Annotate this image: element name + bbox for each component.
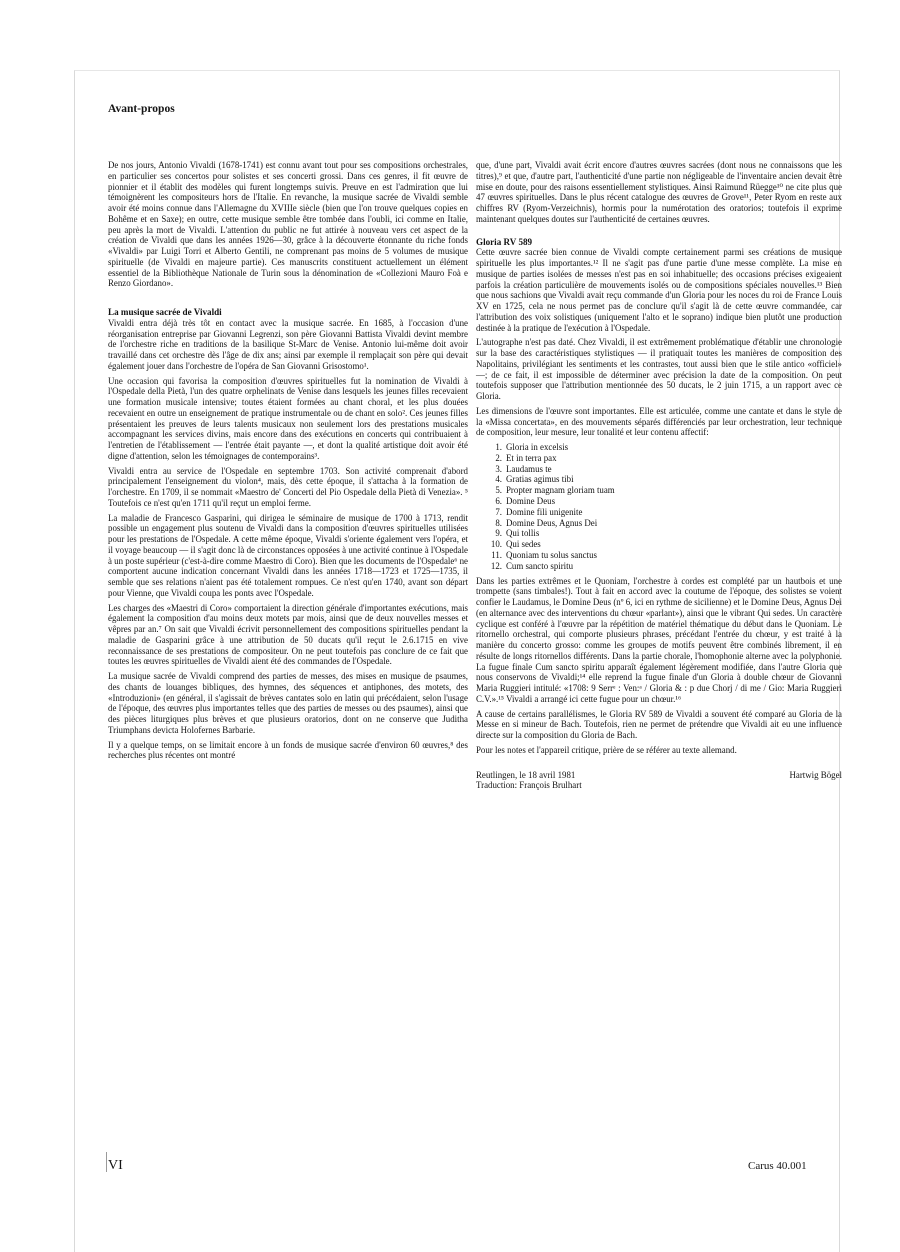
- list-item: [476, 474, 842, 485]
- list-item: [476, 539, 842, 550]
- list-item: [476, 518, 842, 529]
- section-heading-sacred-music: La musique sacrée de Vivaldi: [108, 307, 222, 317]
- signature-author: Hartwig Bögel: [789, 769, 842, 780]
- list-item-number: 1.: [495, 442, 502, 452]
- list-item: [476, 496, 842, 507]
- list-item: [476, 550, 842, 561]
- signature-place-date: Reutlingen, le 18 avril 1981: [476, 769, 576, 780]
- list-item-number: 4.: [495, 474, 502, 485]
- page-number: VI: [108, 1158, 123, 1173]
- paragraph: Les dimensions de l'œuvre sont importantes. Elle est articulée, comme une cantate et dans le style de la «Missa concertata», en des mouvements séparés différenciés par leur orchestration, leur technique de composition, leur mesure, leur tonalité et leur contenu affectif:: [476, 405, 842, 438]
- paragraph: Une occasion qui favorisa la composition d'œuvres spirituelles fut la nomination de Vivaldi à l'Ospedale della Pietà, l'un des quatre orphelinats de Venise dans lesquels les jeunes filles recevaient une formation musicale intensive; toutes étaient formées au chant choral, et les plus douées recevaient en outre un enseignement de pratique instrumentale ou de chant en solo². Ces jeunes filles présentaient les preuves de leurs talents musicaux non seulement lors des prestations musicales accompagnant les services divins, mais encore dans des exécutions en concerts qui contribuaient à l'entretien de l'établissement — l'entrée était payante —, et dont la qualité artistique doit avoir été digne d'attention, selon les témoignages de contemporains³.: [108, 375, 468, 461]
- list-item: [476, 507, 842, 518]
- list-item: [476, 442, 842, 453]
- paragraph: A cause de certains parallélismes, le Gloria RV 589 de Vivaldi a souvent été comparé au Gloria de la Messe en si mineur de Bach. Toutefois, rien ne permet de prétendre que Vivaldi ait eu une influence directe sur la composition du Gloria de Bach.: [476, 708, 842, 741]
- catalog-number: Carus 40.001: [748, 1160, 807, 1172]
- list-item-text: Gratias agimus tibi: [506, 474, 574, 485]
- paragraph: La maladie de Francesco Gasparini, qui dirigea le séminaire de musique de 1700 à 1713, rendit possible un engagement plus soutenu de Vivaldi dans la composition d'œuvres spirituelles utilisées pour les prestations de l'Ospedale. A cette même époque, Vivaldi s'oriente également vers l'opéra, et il voyage beaucoup — il s'agit donc là de circonstances opposées à une activité continue à l'Ospedale à un poste supérieur (c'est-à-dire comme Maestro di Coro). Bien que les documents de l'Ospedale⁶ ne comportent aucune indication concernant Vivaldi dans les années 1718—1723 et 1725—1735, il semble que ses relations n'aient pas été totalement rompues. Ce n'est qu'en 1740, avant son départ pour Vienne, que Vivaldi coupa les ponts avec l'Ospedale.: [108, 512, 468, 598]
- movements-list: [476, 442, 842, 572]
- list-item-text: Domine fili unigenite: [506, 506, 583, 517]
- paragraph-intro: De nos jours, Antonio Vivaldi (1678-1741) est connu avant tout pour ses compositions orchestrales, en particulier ses concertos pour solistes et ses concerti grossi. Dans ces genres, il fit œuvre de pionnier et il établit des modèles qui furent longtemps suivis. Preuve en est l'admiration que lui témoignèrent les compositeurs hors de l'Italie. En revanche, la musique sacrée de Vivaldi semble avoir été moins connue dans l'Allemagne du XVIIIe siècle (bien que l'on trouve quelques copies en Bohême et en Saxe); en outre, cette musique semble être tombée dans l'oubli, ici comme en Italie, peu après la mort de Vivaldi. L'attention du public ne fut attirée à nouveau vers cet aspect de la création de Vivaldi que dans les années 1926—30, grâce à la découverte étonnante du riche fonds «Vivaldi» par Luigi Torri et Alberto Gentili, ne comprenant pas moins de 5 volumes de musique spirituelle (de Vivaldi en majeure partie). Ces manuscrits constituent actuellement un élément essentiel de la Bibliothèque Nationale de Turin sous la dénomination de «Collezioni Mauro Foà e Renzo Giordano».: [108, 160, 468, 289]
- signature-translator: Traduction: François Brulhart: [476, 780, 582, 791]
- list-item: [476, 485, 842, 496]
- list-item-number: 11.: [491, 549, 502, 560]
- paragraph: La musique sacrée de Vivaldi comprend des parties de messes, des mises en musique de psaumes, des chants de louanges bibliques, des hymnes, des séquences et antiphones, des motets, des «Introduzioni» (en général, il s'agissait de brèves cantates solo en latin qui précédaient, selon l'usage de l'époque, des œuvres plus importantes telles que des parties de messes ou des psaumes), ainsi que des pièces liturgiques plus brèves et que plusieurs oratorios, dont on ne conserve que Juditha Triumphans devicta Holofernes Barbarie.: [108, 671, 468, 735]
- list-item-number: 6.: [495, 495, 502, 506]
- list-item-text: Et in terra pax: [506, 452, 557, 463]
- paragraph: que, d'une part, Vivaldi avait écrit encore d'autres œuvres sacrées (dont nous ne connaissons que les titres),⁹ et que, d'autre part, l'authenticité d'une partie non négligeable de l'inventaire ancien devait être mise en doute, pour des raisons essentiellement stylistiques. Ainsi Raimund Rüegge¹⁰ ne cite plus que 47 œuvres spirituelles. Dans le plus récent catalogue des œuvres de Grove¹¹, Peter Ryom en reste aux chiffres RV (Ryom-Verzeichnis), hormis pour la numérotation des oratorios; toutefois il exprime maintenant quelques doutes sur l'authenticité de certaines œuvres.: [476, 160, 842, 224]
- list-item: [476, 453, 842, 464]
- signature-block: [476, 770, 842, 792]
- paragraph: Les charges des «Maestri di Coro» comportaient la direction générale d'importantes exécutions, mais également la composition d'au moins deux motets par mois, ainsi que de deux nouvelles messes et vêpres par an.⁷ On sait que Vivaldi écrivit personnellement des compositions spirituelles pendant la maladie de Gasparini grâce à une attribution de 50 ducats qu'il reçut le 2.6.1715 en vive reconnaissance de ses prestations de compositeur. On ne peut toutefois pas conclure de ce fait que toutes les œuvres spirituelles de Vivaldi aient été des commandes de l'Ospedale.: [108, 602, 468, 667]
- text-column-right: [476, 160, 842, 791]
- list-item-number: 12.: [490, 560, 502, 571]
- list-item-text: Qui tollis: [506, 528, 540, 539]
- folio-rule: [106, 1152, 107, 1172]
- list-item: [476, 528, 842, 539]
- list-item-number: 2.: [495, 452, 502, 463]
- paragraph: Cette œuvre sacrée bien connue de Vivaldi compte certainement parmi ses créations de musique spirituelle les plus importantes.¹² Il ne s'agit pas d'une partie d'une messe complète. La mise en musique de parties isolées de messes n'est pas en soi inhabituelle; des occasions précises exigeaient parfois la création particulière de mouvements isolés ou de compositions spéciales nouvelles.¹³ Bien que nous sachions que Vivaldi avait reçu commande d'un Gloria pour les noces du roi de France Louis XV en 1725, cela ne nous permet pas de conclure qu'il s'agit là de cette œuvre commandée, car l'attribution des voix solistiques (uniquement l'alto et le soprano) indique bien plutôt une production destinée à la pratique de l'exécution à l'Ospedale.: [476, 247, 842, 333]
- paragraph: Vivaldi entra déjà très tôt en contact avec la musique sacrée. En 1685, à l'occasion d'une réorganisation entreprise par Giovanni Legrenzi, son père Giovanni Battista Vivaldi devint membre de l'orchestre riche en traditions de la basilique St-Marc de Venise. Antonio lui-même doit avoir travaillé dans cet orchestre dès l'âge de dix ans; ainsi par exemple il remplaçait son père qui devait également jouer dans l'orchestre de l'opéra de San Giovanni Grisostomo¹.: [108, 317, 468, 371]
- paragraph: Dans les parties extrêmes et le Quoniam, l'orchestre à cordes est complété par un hautbois et une trompette (sans timbales!). Tout à fait en accord avec la coutume de l'époque, des solistes se voient confier le Laudamus, le Domine Deus (nº 6, ici en rythme de sicilienne) et le Domine Deus, Agnus Dei (en alternance avec des interventions du chœur «parlant»), ainsi que le vibrant Qui sedes. Un caractère cyclique est conféré à l'œuvre par la répétition de matériel thématique du début dans le Quoniam. Le ritornello orchestral, qui comporte plusieurs phrases, précédant l'entrée du chœur, y est traité à la manière du concerto grosso: comme les groupes de motifs peuvent être combinés librement, il en résulte de longs ritornellos différents. Dans la partie chorale, l'homophonie alterne avec la polyphonie. La fugue finale Cum sancto spiritu apparaît également légèrement modifiée, dans l'autre Gloria que nous conservons de Vivaldi;¹⁴ elle reprend la fugue finale d'un Gloria à double chœur de Giovanni Maria Ruggieri intitulé: «1708: 9 Serrᵉ : Ven:ᵃ / Gloria & : p due Chorj / di me / Gio: Maria Ruggieri C.V.».¹⁵ Vivaldi a arrangé ici cette fugue pour un chœur.¹⁶: [476, 575, 842, 704]
- text-column-left: [108, 160, 468, 765]
- list-item: [476, 464, 842, 475]
- paragraph: Vivaldi entra au service de l'Ospedale en septembre 1703. Son activité comprenait d'abord principalement l'enseignement du violon⁴, mais, dès cette époque, il s'attacha à la formation de l'orchestre. En 1709, il se nommait «Maestro de' Concerti del Pio Ospedale della Pietà di Venezia». ⁵ Toutefois ce n'est qu'en 1711 qu'il reçut un emploi ferme.: [108, 465, 468, 508]
- list-item-text: Domine Deus: [506, 495, 556, 506]
- list-item-number: 8.: [495, 517, 502, 528]
- paragraph: L'autographe n'est pas daté. Chez Vivaldi, il est extrêmement problématique d'établir une chronologie sur la base des caractéristiques stylistiques — il pratiquait toutes les manières de composition des Napolitains, privilégiant les sentiments et les contrastes, tout aussi bien que le stile antico «officiel» —; de ce fait, il est impossible de déterminer avec précision la date de la composition. On peut toutefois supposer que l'attribution mentionnée des 50 ducats, le 2 juin 1715, a un rapport avec ce Gloria.: [476, 337, 842, 401]
- list-item: [476, 561, 842, 572]
- list-item-text: Propter magnam gloriam tuam: [506, 485, 615, 496]
- list-item-text: Cum sancto spiritu: [506, 560, 574, 571]
- list-item-number: 5.: [495, 485, 502, 496]
- page-heading: Avant-propos: [108, 103, 175, 115]
- paragraph: Il y a quelque temps, on se limitait encore à un fonds de musique sacrée d'environ 60 œuvres,⁸ des recherches plus récentes ont montré: [108, 739, 468, 761]
- list-item-number: 3.: [495, 463, 502, 474]
- list-item-number: 10.: [490, 539, 502, 550]
- list-item-number: 9.: [495, 528, 502, 539]
- list-item-text: Domine Deus, Agnus Dei: [506, 517, 598, 528]
- list-item-text: Qui sedes: [506, 539, 541, 550]
- paragraph: Pour les notes et l'appareil critique, prière de se référer au texte allemand.: [476, 744, 737, 755]
- list-item-text: Quoniam tu solus sanctus: [506, 549, 597, 560]
- list-item-text: Gloria in excelsis: [506, 442, 569, 452]
- list-item-text: Laudamus te: [506, 463, 552, 474]
- section-heading-gloria: Gloria RV 589: [476, 236, 533, 247]
- list-item-number: 7.: [495, 506, 502, 517]
